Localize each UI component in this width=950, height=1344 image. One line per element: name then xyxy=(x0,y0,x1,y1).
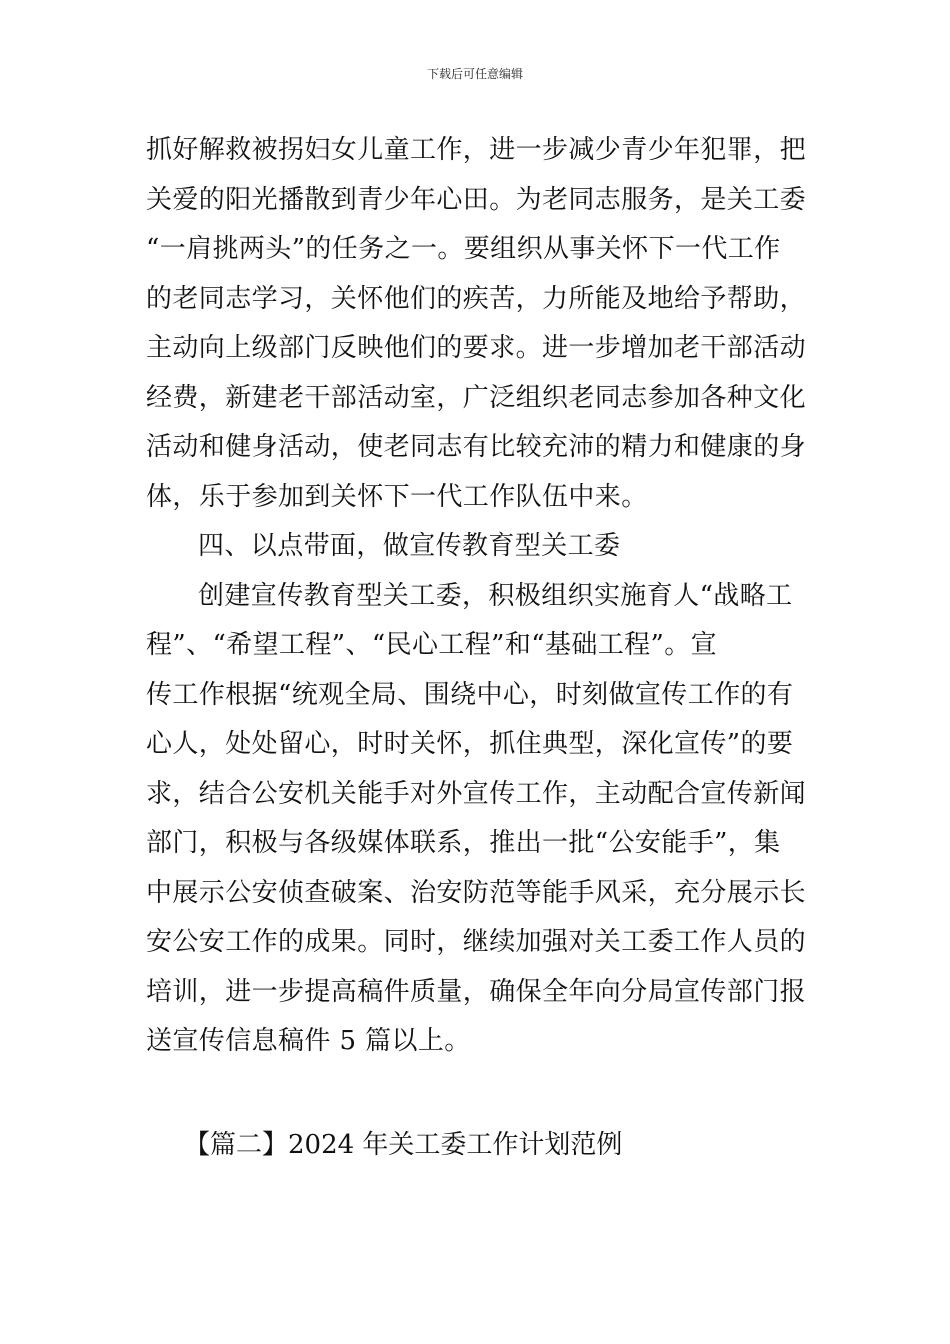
paragraph-line: 关爱的阳光播散到青少年心田。为老同志服务，是关工委 xyxy=(146,184,807,215)
paragraph-line: 的老同志学习，关怀他们的疾苦，力所能及地给予帮助， xyxy=(146,283,807,314)
paragraph-line: 程”、“希望工程”、“民心工程”和“基础工程”。宣 xyxy=(146,630,718,660)
paragraph-line: 体，乐于参加到关怀下一代工作队伍中来。 xyxy=(146,481,648,512)
paragraph-line: 中展示公安侦查破案、治安防范等能手风采，充分展示长 xyxy=(146,877,807,908)
page-header: 下载后可任意编辑 xyxy=(426,67,523,81)
document-body xyxy=(146,126,811,1067)
paragraph-line: 部门，积极与各级媒体联系，推出一批“公安能手”，集 xyxy=(146,828,781,858)
paragraph-line: 抓好解救被拐妇女儿童工作，进一步减少青少年犯罪，把 xyxy=(146,135,807,165)
paragraph-line: 求，结合公安机关能手对外宣传工作，主动配合宣传新闻 xyxy=(146,778,807,809)
paragraph-line: 培训，进一步提高稿件质量，确保全年向分局宣传部门报 xyxy=(146,976,807,1007)
paragraph-line: 送宣传信息稿件 5 篇以上。 xyxy=(146,1026,471,1056)
section-heading: 【篇二】2024 年关工委工作计划范例 xyxy=(184,1130,623,1160)
paragraph-line: 心人，处处留心，时时关怀，抓住典型，深化宣传”的要 xyxy=(146,729,794,759)
paragraph-line: 创建宣传教育型关工委，积极组织实施育人“战略工 xyxy=(198,580,793,611)
section-subheading: 四、以点带面，做宣传教育型关工委 xyxy=(198,531,621,561)
paragraph-line: 经费，新建老干部活动室，广泛组织老同志参加各种文化 xyxy=(146,382,807,413)
paragraph-line: 活动和健身活动，使老同志有比较充沛的精力和健康的身 xyxy=(146,432,807,462)
paragraph-line: 主动向上级部门反映他们的要求。进一步增加老干部活动 xyxy=(146,333,807,363)
paragraph-line: 安公安工作的成果。同时，继续加强对关工委工作人员的 xyxy=(146,927,807,957)
paragraph-line: “一肩挑两头”的任务之一。要组织从事关怀下一代工作 xyxy=(146,234,781,264)
paragraph-line: 传工作根据“统观全局、围绕中心，时刻做宣传工作的有 xyxy=(146,679,794,710)
